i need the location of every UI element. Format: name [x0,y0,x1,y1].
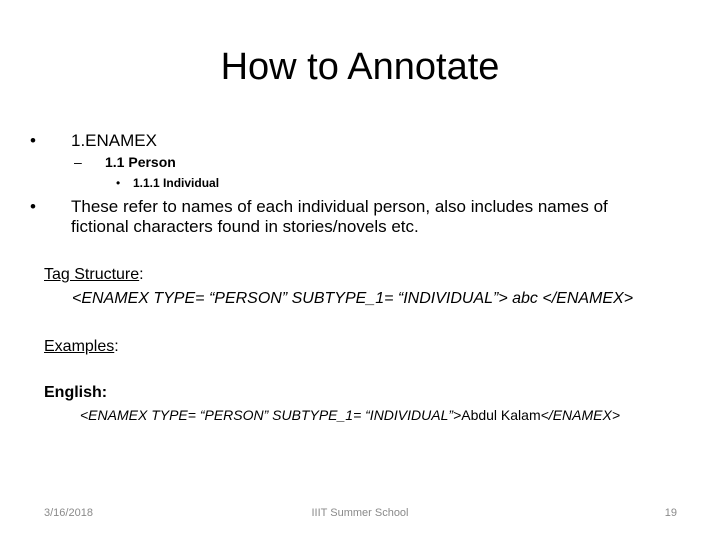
english-label: English: [44,384,108,401]
tag-structure-label: Tag Structure [44,266,140,283]
bullet-level-1 [30,131,157,151]
footer-center-text: IIIT Summer School [311,507,409,519]
footer-date: 3/16/2018 [44,507,93,519]
example-tag-close: </ENAMEX> [540,407,620,423]
slide-title: How to Annotate [220,46,500,88]
bullet-text: 1.ENAMEX [71,131,157,150]
example-tag-open: <ENAMEX TYPE= “PERSON” SUBTYPE_1= “INDIVIDUAL”> [80,407,462,423]
bullet-icon: • [116,176,121,190]
colon: : [139,266,144,283]
bullet-icon: • [30,131,36,150]
bullet-level-3 [116,175,219,191]
examples-label: Examples [44,338,115,355]
colon: : [114,338,119,355]
dash-icon: – [74,154,82,170]
bullet-level-2 [74,153,176,171]
bullet-text: 1.1.1 Individual [133,176,220,190]
footer-page-number: 19 [664,507,677,519]
example-name: Abdul Kalam [461,407,541,423]
examples-heading [44,337,119,357]
english-example [80,406,620,424]
tag-structure-heading [44,265,144,285]
bullet-text: 1.1 Person [105,154,176,170]
bullet-level-1-description [30,197,670,237]
tag-structure-value: <ENAMEX TYPE= “PERSON” SUBTYPE_1= “INDIVIDUAL”> abc </ENAMEX> [72,290,634,307]
bullet-text: These refer to names of each individual person, also includes names of fictional characters found in stories/novels etc. [71,197,608,236]
bullet-icon: • [30,197,36,216]
